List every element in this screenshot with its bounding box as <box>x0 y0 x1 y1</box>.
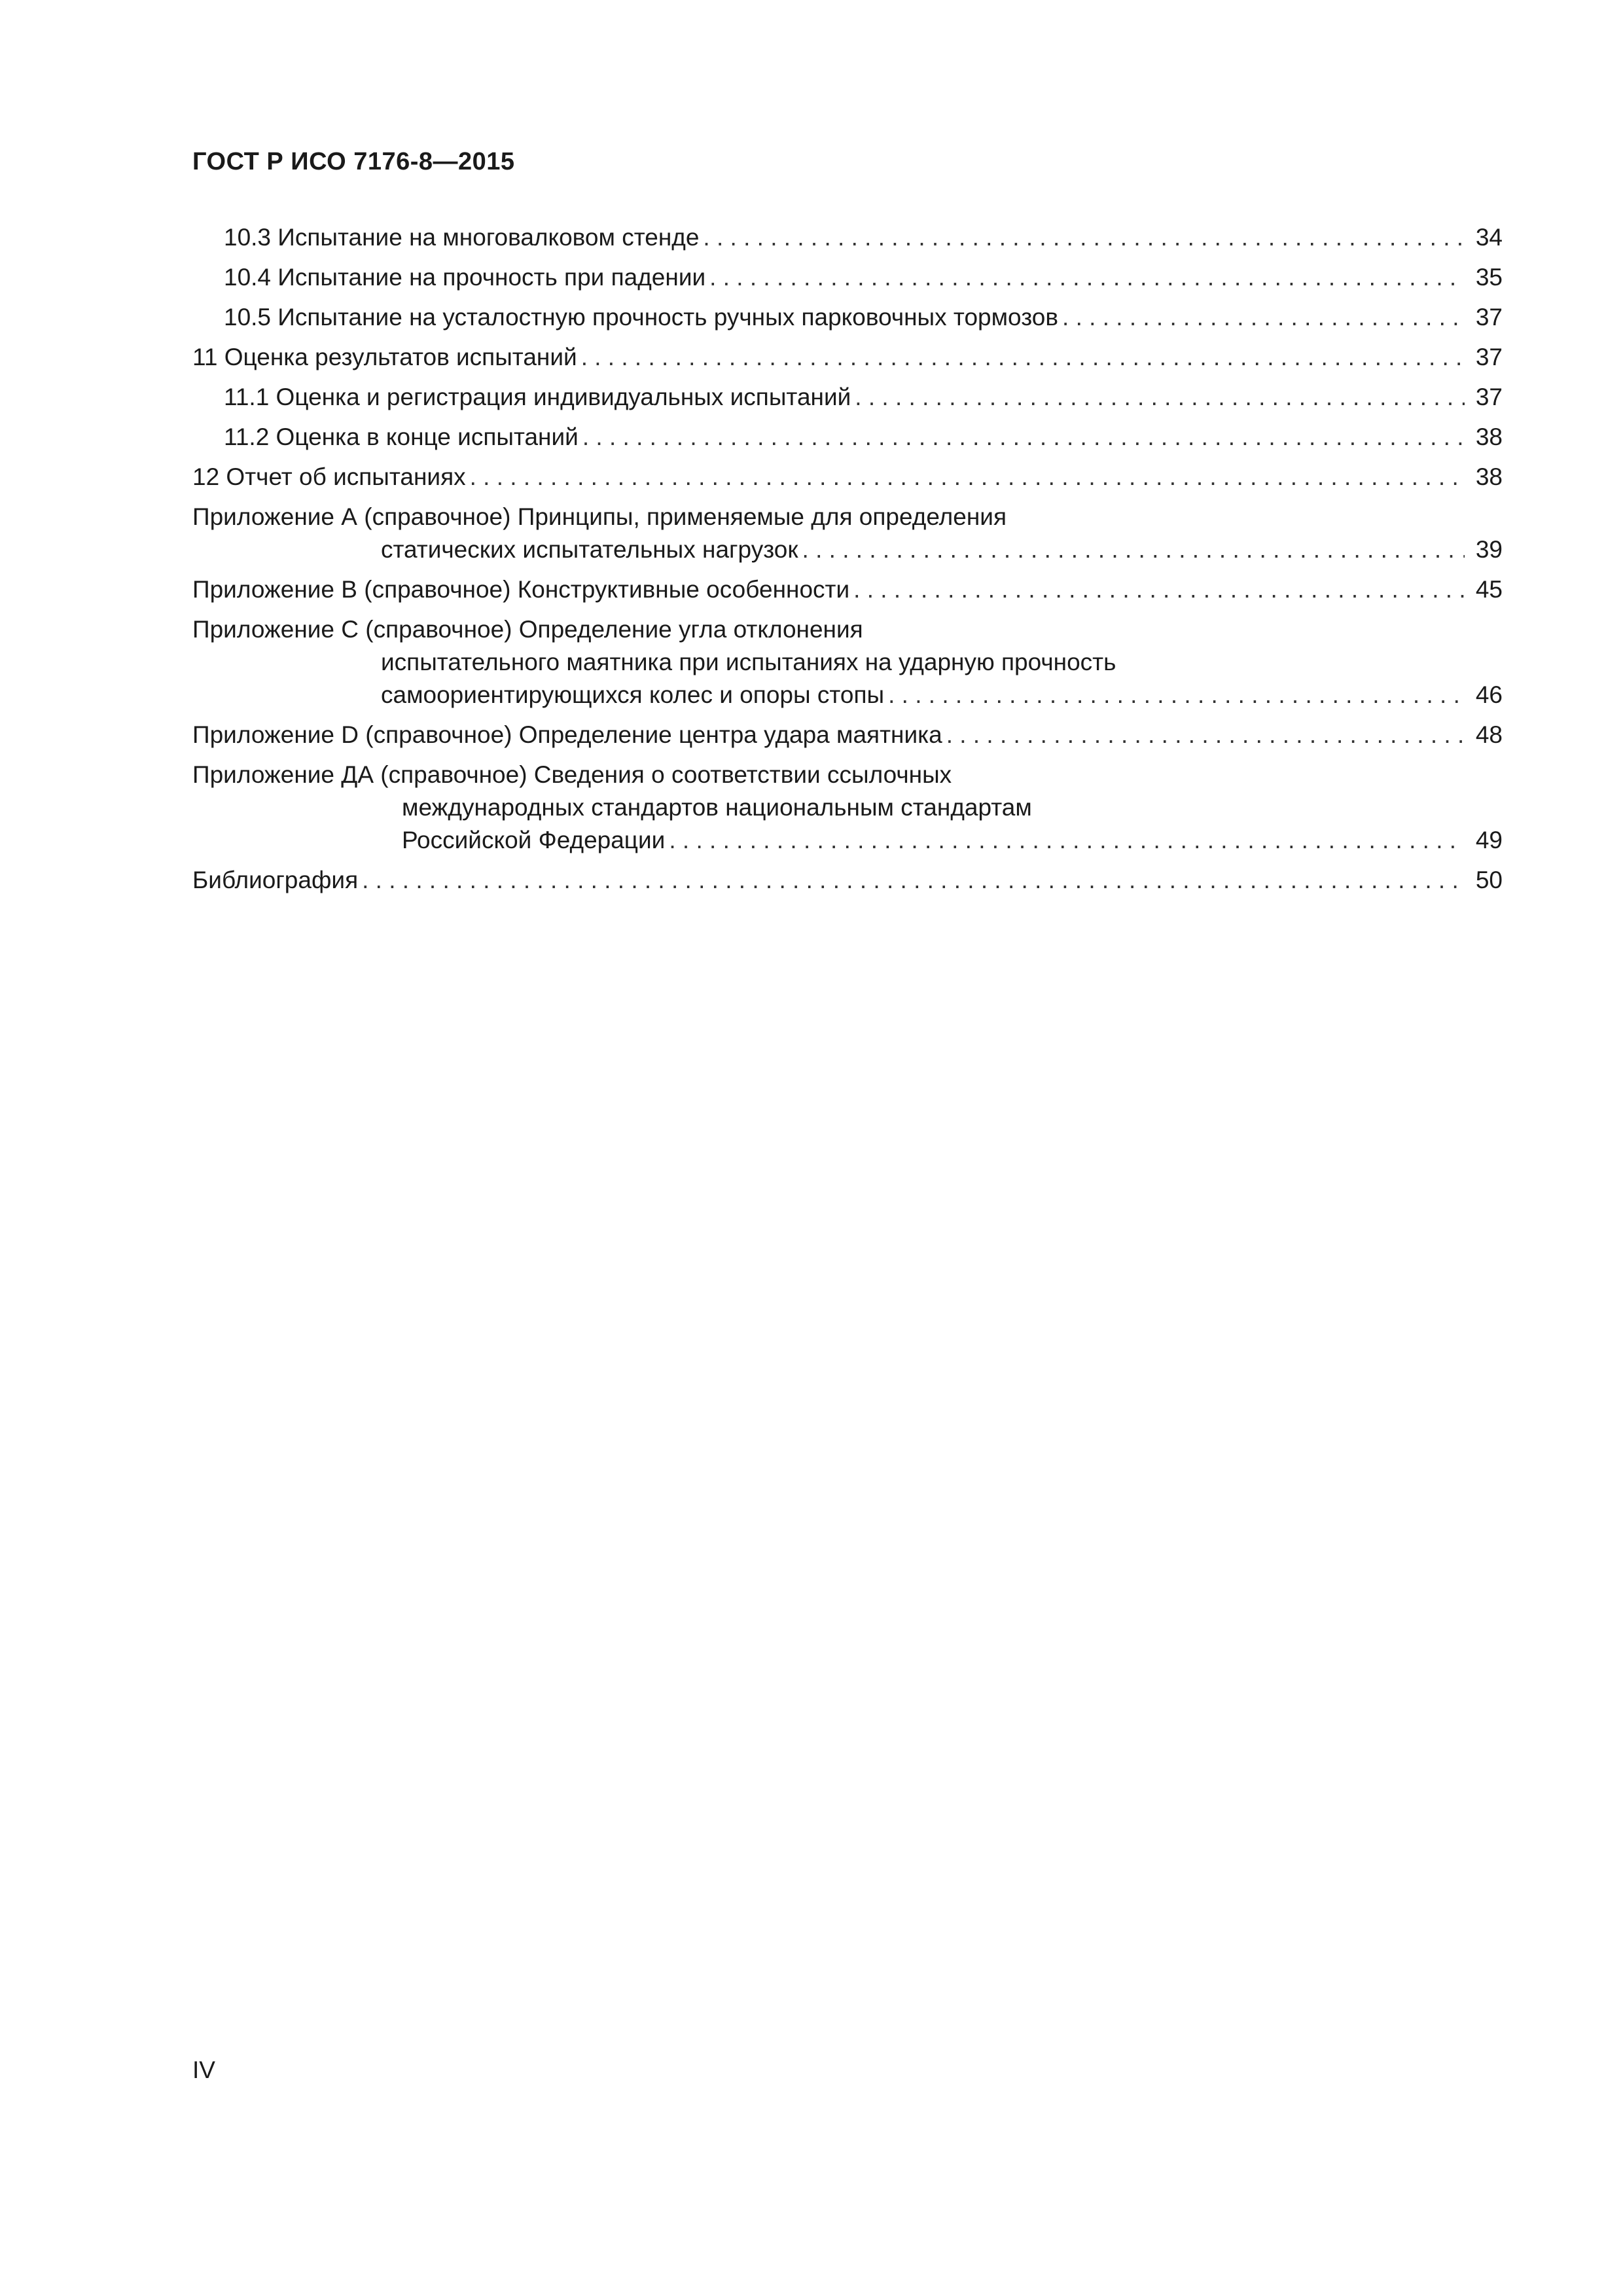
toc-entry-appendix-da[interactable] <box>192 759 1503 857</box>
dot-leader <box>470 461 1465 493</box>
toc-entry-appendix-a[interactable] <box>192 501 1503 566</box>
toc-entry-title: 12 Отчет об испытаниях <box>192 463 466 490</box>
toc-entry-bibliography[interactable] <box>192 864 1503 897</box>
dot-leader <box>669 824 1465 857</box>
toc-entry-page: 34 <box>1475 224 1503 251</box>
dot-leader <box>362 864 1465 897</box>
page-number: IV <box>192 2056 215 2083</box>
toc-entry-page: 37 <box>1475 344 1503 370</box>
toc-entry-11[interactable] <box>192 341 1503 374</box>
toc-entry-title-line: Приложение ДА (справочное) Сведения о соответствии ссылочных <box>192 761 952 788</box>
toc-entry-10-5[interactable] <box>192 301 1503 334</box>
toc-entry-title: 11 Оценка результатов испытаний <box>192 344 577 370</box>
dot-leader <box>855 381 1465 414</box>
toc-entry-title: 10.4 Испытание на прочность при падении <box>224 264 706 291</box>
toc-entry-page: 49 <box>1475 827 1503 853</box>
document-code: ГОСТ Р ИСО 7176-8—2015 <box>192 148 515 175</box>
dot-leader <box>582 421 1465 454</box>
table-of-contents <box>192 221 1503 904</box>
toc-entry-title-line: международных стандартов национальным стандартам <box>402 794 1032 821</box>
toc-entry-title-line: статических испытательных нагрузок <box>381 536 798 563</box>
toc-entry-10-3[interactable] <box>192 221 1503 254</box>
toc-entry-title: Приложение В (справочное) Конструктивные особенности <box>192 576 850 603</box>
toc-entry-title-line: Приложение А (справочное) Принципы, применяемые для определения <box>192 503 1007 530</box>
toc-entry-11-1[interactable] <box>192 381 1503 414</box>
toc-entry-title: Библиография <box>192 867 359 893</box>
toc-entry-appendix-c[interactable] <box>192 613 1503 711</box>
toc-entry-page: 35 <box>1475 264 1503 291</box>
toc-entry-title: 11.2 Оценка в конце испытаний <box>224 423 579 450</box>
toc-entry-page: 37 <box>1475 384 1503 410</box>
toc-entry-title: 11.1 Оценка и регистрация индивидуальных испытаний <box>224 384 851 410</box>
toc-entry-page: 50 <box>1475 867 1503 893</box>
dot-leader <box>703 221 1465 254</box>
toc-entry-page: 48 <box>1475 721 1503 748</box>
toc-entry-page: 38 <box>1475 423 1503 450</box>
dot-leader <box>853 573 1465 606</box>
toc-entry-page: 37 <box>1475 304 1503 331</box>
toc-entry-page: 45 <box>1475 576 1503 603</box>
toc-entry-title-line: испытательного маятника при испытаниях на ударную прочность <box>381 649 1116 675</box>
toc-entry-11-2[interactable] <box>192 421 1503 454</box>
dot-leader <box>581 341 1465 374</box>
toc-entry-page: 38 <box>1475 463 1503 490</box>
toc-entry-title-line: самоориентирующихся колес и опоры стопы <box>381 681 885 708</box>
toc-entry-title-line: Российской Федерации <box>402 827 666 853</box>
toc-entry-title: 10.3 Испытание на многовалковом стенде <box>224 224 700 251</box>
toc-entry-12[interactable] <box>192 461 1503 493</box>
toc-entry-title: 10.5 Испытание на усталостную прочность ручных парковочных тормозов <box>224 304 1059 331</box>
dot-leader <box>946 719 1465 751</box>
toc-entry-title-line: Приложение С (справочное) Определение угла отклонения <box>192 616 863 643</box>
toc-entry-page: 46 <box>1475 681 1503 708</box>
dot-leader <box>888 679 1465 711</box>
toc-entry-appendix-b[interactable] <box>192 573 1503 606</box>
dot-leader <box>802 533 1465 566</box>
toc-entry-10-4[interactable] <box>192 261 1503 294</box>
toc-entry-page: 39 <box>1475 536 1503 563</box>
dot-leader <box>1062 301 1465 334</box>
toc-entry-title: Приложение D (справочное) Определение центра удара маятника <box>192 721 942 748</box>
toc-entry-appendix-d[interactable] <box>192 719 1503 751</box>
dot-leader <box>709 261 1465 294</box>
